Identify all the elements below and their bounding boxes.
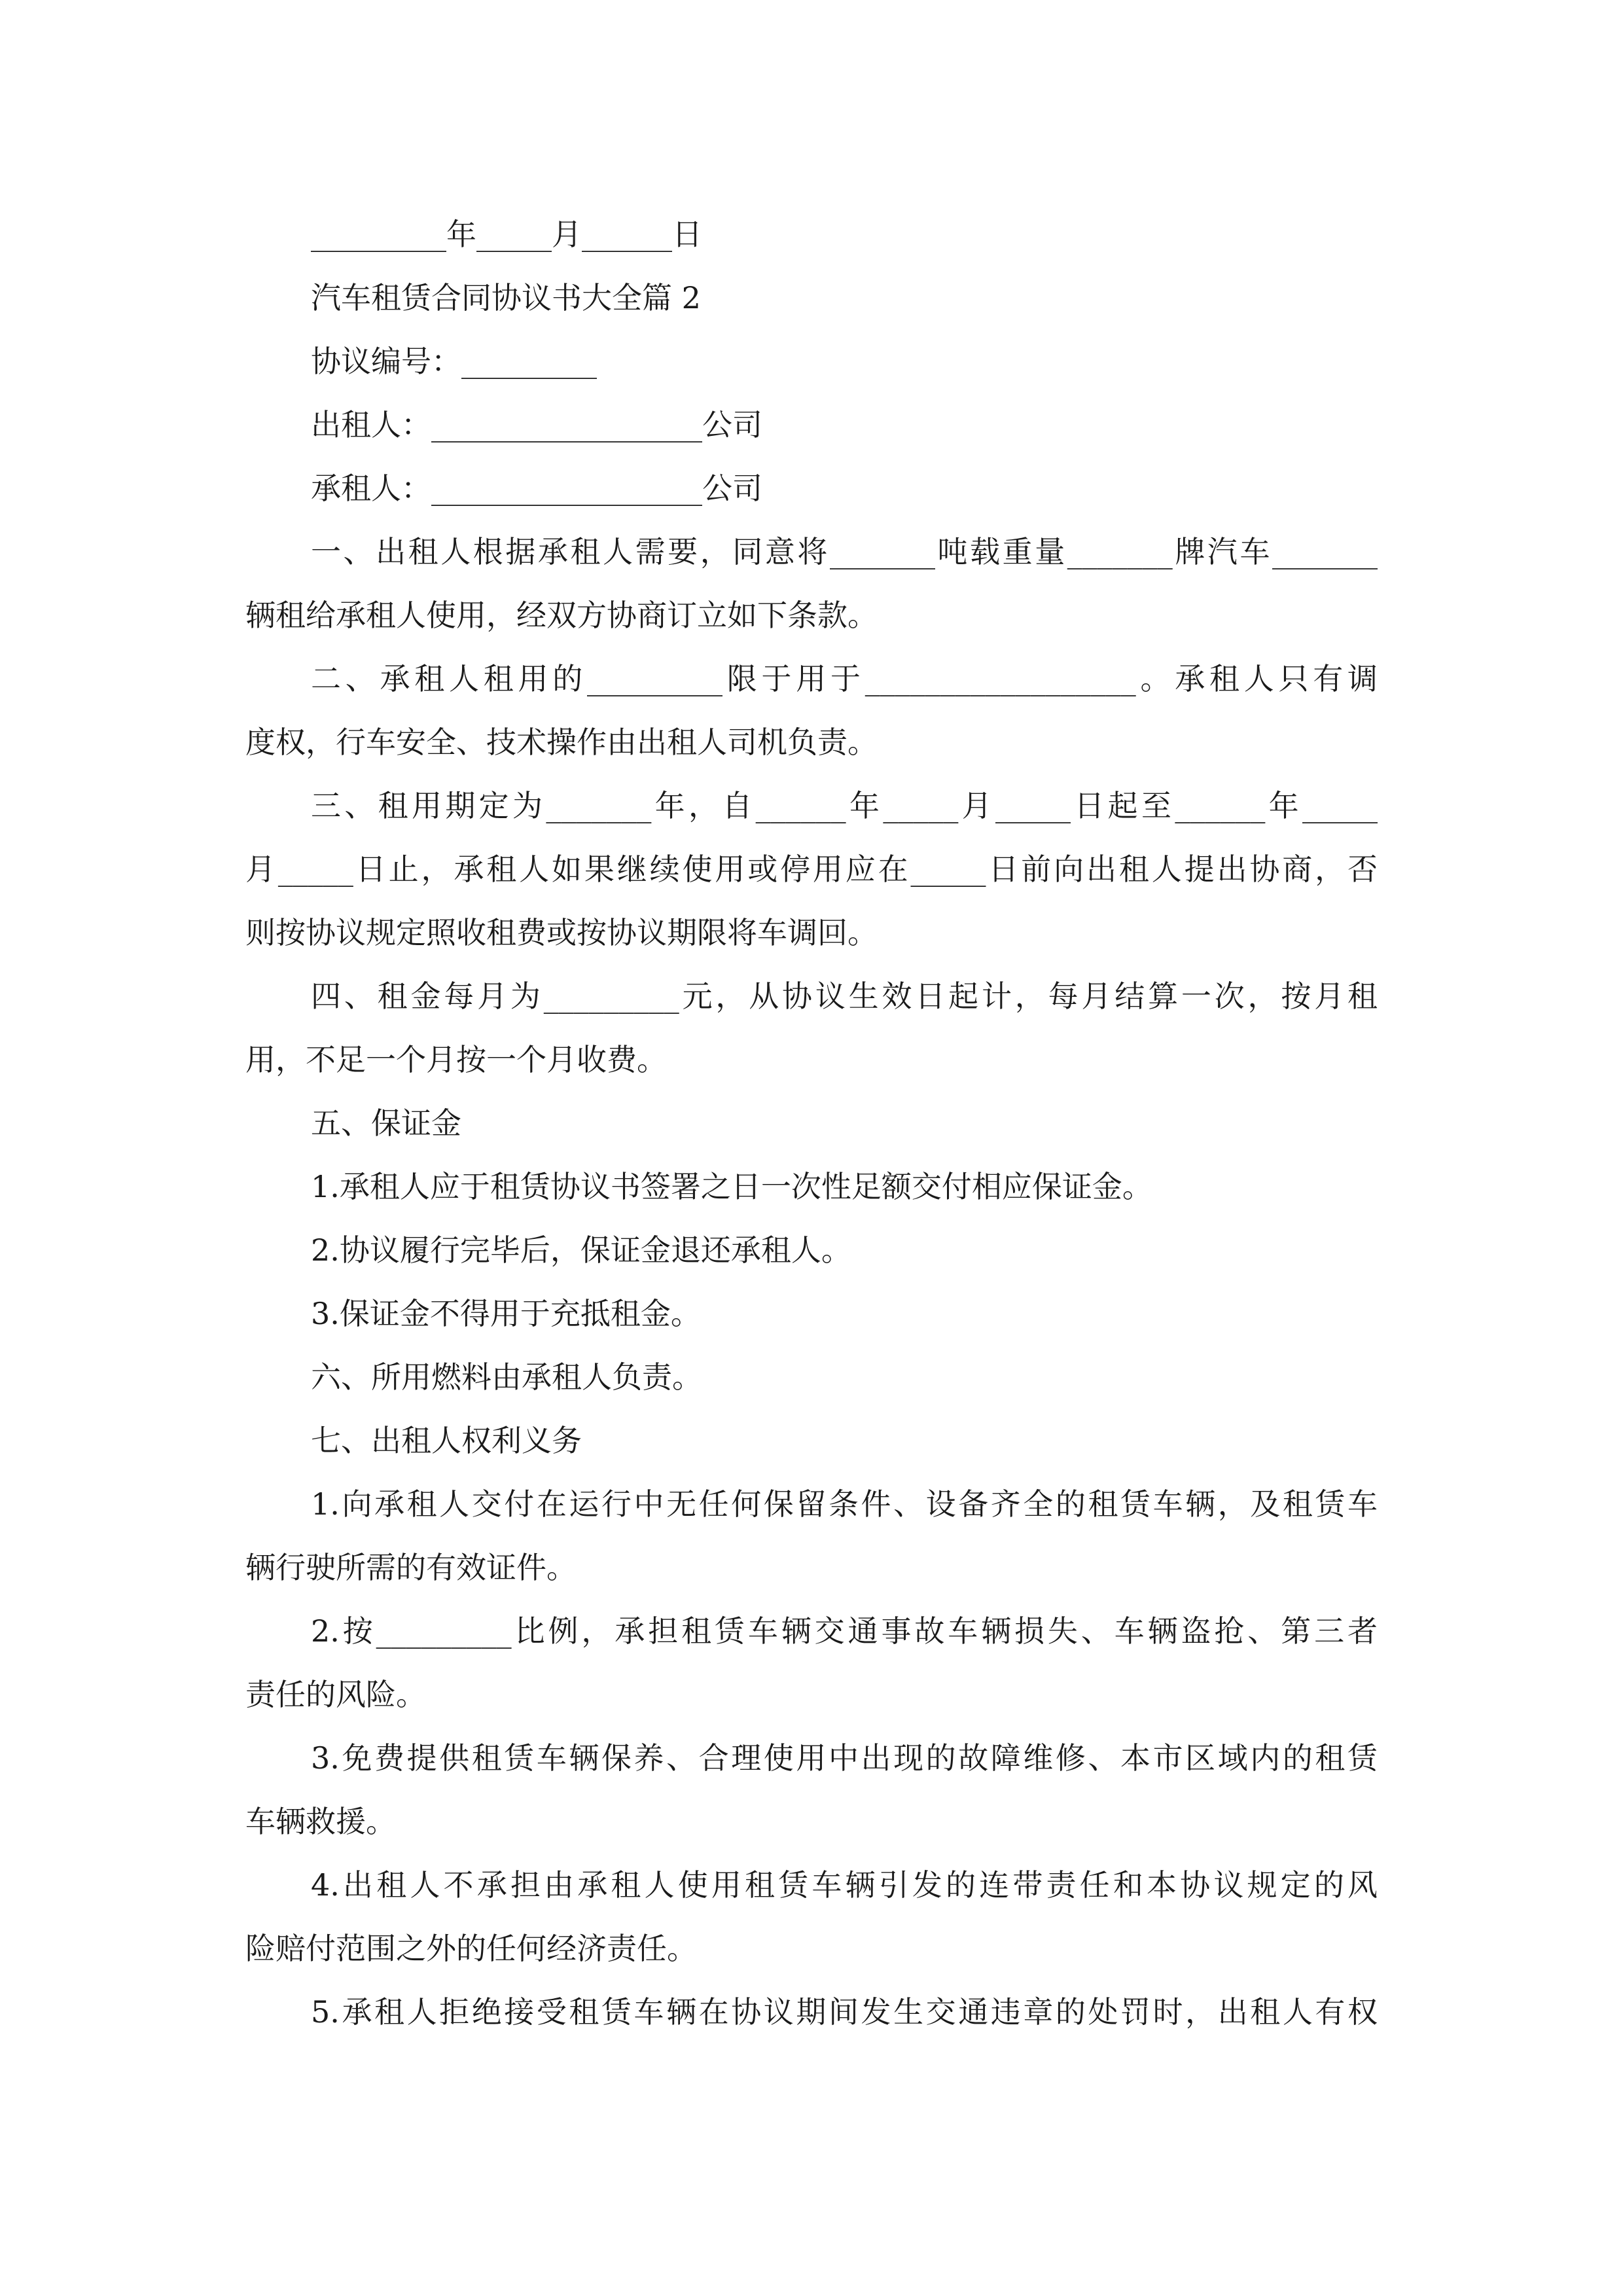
clause-5-item-2: 2.协议履行完毕后，保证金退还承租人。 bbox=[311, 1232, 851, 1268]
clause-5-item-1: 1.承租人应于租赁协议书签署之日一次性足额交付相应保证金。 bbox=[311, 1169, 1152, 1204]
lessor-line: 出租人：__________________公司 bbox=[311, 407, 762, 442]
clause-4-line-2: 用，不足一个月按一个月收费。 bbox=[245, 1042, 667, 1077]
clause-4-line-1: 四、租金每月为_________元，从协议生效日起计，每月结算一次，按月租 bbox=[311, 978, 1378, 1014]
clause-7-heading: 七、出租人权利义务 bbox=[311, 1423, 582, 1458]
clause-1-line-1: 一、出租人根据承租人需要，同意将_______吨载重量_______牌汽车_______ bbox=[311, 534, 1378, 569]
clause-7-item-5-line-1: 5.承租人拒绝接受租赁车辆在协议期间发生交通违章的处罚时，出租人有权 bbox=[311, 1994, 1378, 2030]
clause-2-line-2: 度权，行车安全、技术操作由出租人司机负责。 bbox=[245, 725, 878, 760]
clause-7-item-3-line-1: 3.免费提供租赁车辆保养、合理使用中出现的故障维修、本市区域内的租赁 bbox=[311, 1740, 1378, 1776]
clause-5-item-3: 3.保证金不得用于充抵租金。 bbox=[311, 1296, 701, 1331]
clause-7-item-3-line-2: 车辆救援。 bbox=[245, 1804, 396, 1839]
clause-7-item-2-line-1: 2.按_________比例，承担租赁车辆交通事故车辆损失、车辆盗抢、第三者 bbox=[311, 1613, 1378, 1649]
section-title: 汽车租赁合同协议书大全篇 2 bbox=[311, 280, 701, 315]
clause-3-line-3: 则按协议规定照收租费或按协议期限将车调回。 bbox=[245, 915, 878, 950]
date-line: _________年_____月______日 bbox=[311, 217, 702, 252]
clause-3-line-2: 月_____日止，承租人如果继续使用或停用应在_____日前向出租人提出协商，否 bbox=[245, 852, 1378, 887]
clause-5-heading: 五、保证金 bbox=[311, 1105, 461, 1141]
clause-7-item-1-line-2: 辆行驶所需的有效证件。 bbox=[245, 1550, 577, 1585]
document-body bbox=[245, 203, 1378, 2044]
clause-7-item-2-line-2: 责任的风险。 bbox=[245, 1677, 426, 1712]
clause-7-item-1-line-1: 1.向承租人交付在运行中无任何保留条件、设备齐全的租赁车辆，及租赁车 bbox=[311, 1486, 1378, 1522]
clause-6: 六、所用燃料由承租人负责。 bbox=[311, 1359, 702, 1395]
clause-2-line-1: 二、承租人租用的_________限于用于__________________。承租人只有调 bbox=[311, 661, 1378, 696]
clause-3-line-1: 三、租用期定为_______年，自______年_____月_____日起至______年_____ bbox=[311, 788, 1378, 823]
lessee-line: 承租人：__________________公司 bbox=[311, 471, 762, 506]
agreement-number: 协议编号：_________ bbox=[311, 344, 597, 379]
clause-7-item-4-line-1: 4.出租人不承担由承租人使用租赁车辆引发的连带责任和本协议规定的风 bbox=[311, 1867, 1378, 1903]
clause-1-line-2: 辆租给承租人使用，经双方协商订立如下条款。 bbox=[245, 598, 878, 633]
clause-7-item-4-line-2: 险赔付范围之外的任何经济责任。 bbox=[245, 1931, 697, 1966]
